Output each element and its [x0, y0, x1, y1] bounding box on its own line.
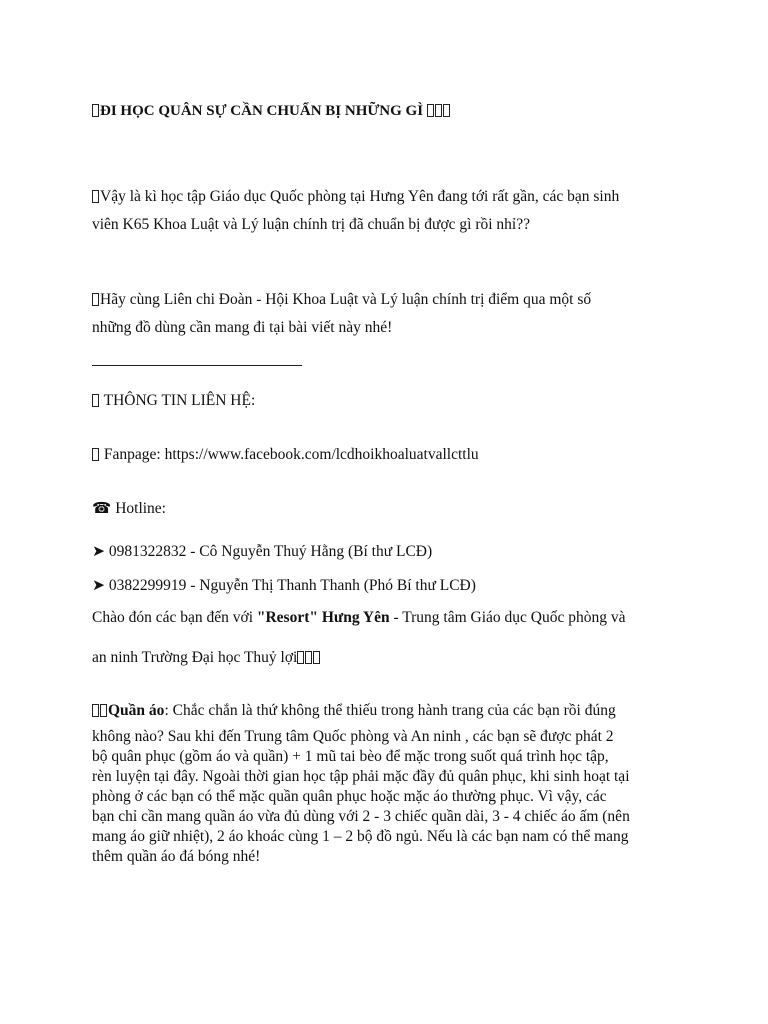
- intro-line-2: viên K65 Khoa Luật và Lý luận chính trị đã chuẩn bị được gì rồi nhỉ??: [92, 216, 530, 233]
- clothes-paragraph: không nào? Sau khi đến Trung tâm Quốc phòng và An ninh , các bạn sẽ được phát 2 bộ quân phục (gồm áo và quần) + 1 mũ tai bèo để mặc trong suốt quá trình học tập, rèn luyện tại đây. Ngoài thời gian học tập phải mặc đầy đủ quân phục, khi sinh hoạt tại phòng ở các bạn có thể mặc quần quân phục hoặc mặc áo thường phục. Vì vậy, các bạn chỉ cần mang quần áo vừa đủ dùng với 2 - 3 chiếc quần dài, 3 - 4 chiếc áo ấm (nên mang áo giữ nhiệt), 2 áo khoác cùng 1 – 2 bộ đồ ngủ. Nếu là các bạn nam có thể mang thêm quần áo đá bóng nhé!: [92, 728, 630, 865]
- contact-heading: THÔNG TIN LIÊN HỆ:: [92, 393, 255, 409]
- fanpage-line[interactable]: Fanpage: https://www.facebook.com/lcdhoikhoaluatvallcttlu: [92, 447, 479, 463]
- missing-glyph-icon: [443, 104, 450, 117]
- document-title: ĐI HỌC QUÂN SỰ CẦN CHUẨN BỊ NHỮNG GÌ: [92, 104, 451, 119]
- arrow-icon: ➤: [92, 576, 105, 594]
- missing-glyph-icon: [435, 104, 442, 117]
- missing-glyph-icon: [92, 394, 99, 407]
- missing-glyph-icon: [297, 651, 304, 664]
- divider: [92, 365, 302, 366]
- missing-glyph-icon: [92, 104, 99, 117]
- missing-glyph-icon: [92, 704, 99, 717]
- missing-glyph-icon: [313, 651, 320, 664]
- invite-line-2: những đồ dùng cần mang đi tại bài viết này nhé!: [92, 319, 393, 336]
- invite-line-1: Hãy cùng Liên chi Đoàn - Hội Khoa Luật và Lý luận chính trị điểm qua một số: [92, 292, 591, 308]
- intro-line-1: Vậy là kì học tập Giáo dục Quốc phòng tại Hưng Yên đang tới rất gần, các bạn sinh: [92, 189, 619, 205]
- missing-glyph-icon: [92, 190, 99, 203]
- arrow-icon: ➤: [92, 542, 105, 560]
- hotline-item-2: ➤ 0382299919 - Nguyễn Thị Thanh Thanh (Phó Bí thư LCĐ): [92, 576, 476, 594]
- missing-glyph-icon: [92, 293, 99, 306]
- missing-glyph-icon: [100, 704, 107, 717]
- missing-glyph-icon: [305, 651, 312, 664]
- clothes-line-1: Quần áo: Chắc chắn là thứ không thể thiếu trong hành trang của các bạn rồi đúng: [92, 703, 616, 719]
- phone-icon: ☎: [92, 499, 112, 517]
- hotline-heading: ☎ Hotline:: [92, 499, 166, 517]
- welcome-line-1: Chào đón các bạn đến với "Resort" Hưng Yên - Trung tâm Giáo dục Quốc phòng và: [92, 609, 626, 626]
- welcome-line-2: an ninh Trường Đại học Thuỷ lợi: [92, 650, 321, 666]
- missing-glyph-icon: [427, 104, 434, 117]
- missing-glyph-icon: [92, 448, 99, 461]
- hotline-item-1: ➤ 0981322832 - Cô Nguyễn Thuý Hằng (Bí thư LCĐ): [92, 542, 433, 560]
